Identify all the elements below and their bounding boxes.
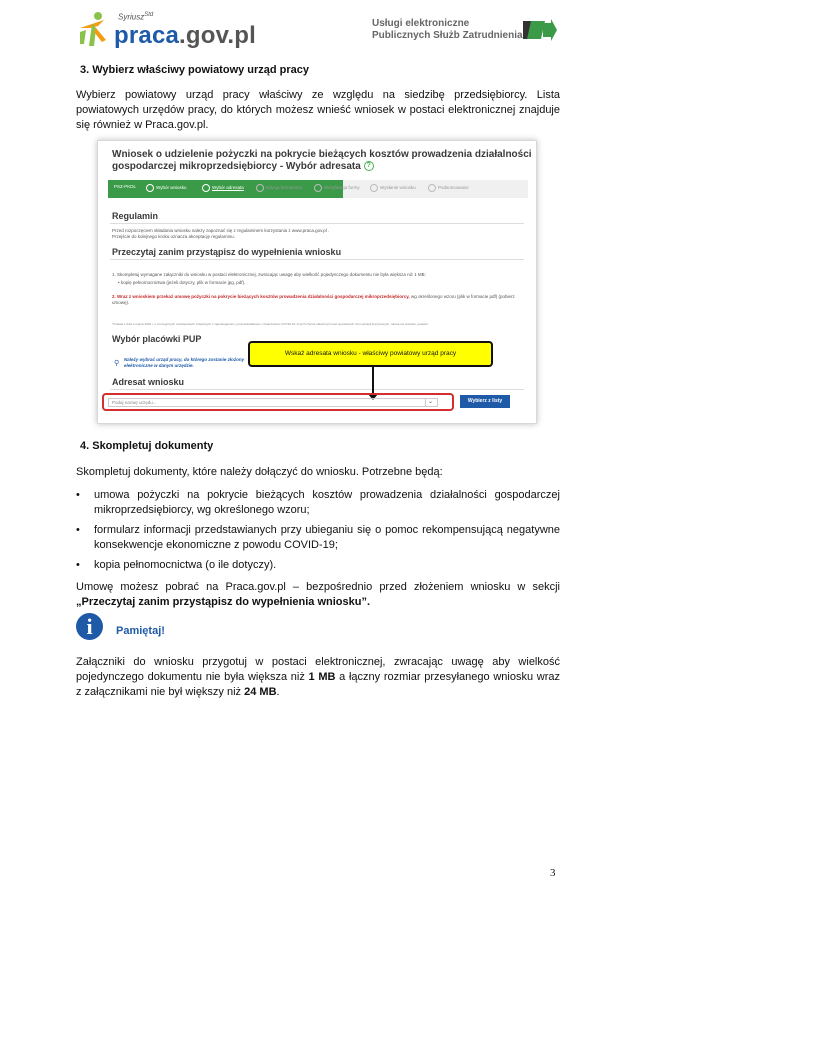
- logo-wordmark: praca.gov.pl: [114, 22, 256, 49]
- section-4-heading: 4. Skompletuj dokumenty: [80, 440, 214, 452]
- przeczytaj-item-2: 2. Wraz z wnioskiem przekaż umowę pożyczki na pokrycie bieżących kosztów prowadzenia działalności gospodarczej mikroprzedsiębiorcy, wg określonego wzoru (plik w formacie pdf) (pobierz umowę).: [112, 294, 515, 305]
- praca-gov-logo: [76, 8, 266, 52]
- footnote: *Ustawa z dnia 2 marca 2020 r. o szczególnych rozwiązaniach związanych z zapobieganiem, przeciwdziałaniem i zwalczaniem COVID-19, innych chorób zakaźnych oraz wywołanych nimi sytuacji kryzysowych, nazwa we wniosku „ustawa".: [112, 322, 430, 326]
- section-3-paragraph: Wybierz powiatowy urząd pracy właściwy ze względu na siedzibę przedsiębiorcy. Lista powiatowych urzędów pracy, do których możesz wnieść wniosek w postaci elektronicznej znajduje się również w Praca.gov.pl.: [76, 89, 560, 131]
- choose-from-list-button[interactable]: Wybierz z listy: [460, 395, 510, 408]
- step-wyslanie: Wysłanie wniosku: [370, 184, 416, 192]
- adresat-heading: Adresat wniosku: [112, 377, 185, 387]
- location-pin-icon: ⚲: [114, 360, 120, 367]
- regulamin-text: Przed rozpoczęciem składania wniosku należy zapoznać się z regulaminem korzystania z www.praca.gov.pl . Przejście do kolejnego kroku oznacza akceptację regulaminu.: [112, 228, 330, 239]
- circle-icon: [370, 184, 378, 192]
- step-psz: PSZ-PKDL: [114, 184, 137, 189]
- circle-icon: [314, 184, 322, 192]
- wizard-steps: [108, 180, 528, 198]
- regulamin-heading: Regulamin: [112, 211, 159, 221]
- przeczytaj-heading: Przeczytaj zanim przystąpisz do wypełnienia wniosku: [112, 247, 342, 257]
- praca-logo-figure-icon: [76, 10, 112, 50]
- remember-text: Załączniki do wniosku przygotuj w postaci elektronicznej, zwracając uwagę aby wielkość pojedynczego dokumentu nie była większa niż 1 MB a łączny rozmiar przesyłanego wniosku wraz z załącznikami nie był większy niż 24 MB.: [76, 656, 560, 698]
- circle-icon: [428, 184, 436, 192]
- step-wybor-wniosku: Wybór wniosku: [146, 184, 186, 192]
- info-icon: i: [76, 613, 103, 640]
- logo-tagline: Syriusz$^{Std}$: [118, 12, 154, 22]
- step-edycja: Edycja formularza: [256, 184, 302, 192]
- step-podsumowanie: Podsumowanie: [428, 184, 469, 192]
- section-3-heading: 3. Wybierz właściwy powiatowy urząd pracy: [80, 64, 310, 76]
- highlight-frame: [102, 393, 454, 411]
- service-title: Usługi elektroniczne Publicznych Służb Zatrudnienia: [372, 18, 523, 41]
- step-weryfikacja: Weryfikacja formy: [314, 184, 360, 192]
- callout-annotation: Wskaż adresata wniosku - właściwy powiatowy urząd pracy: [248, 341, 493, 367]
- office-select[interactable]: Podaj nazwę urzędu... ⌄: [108, 398, 438, 407]
- check-icon: [146, 184, 154, 192]
- chevron-down-icon[interactable]: ⌄: [425, 399, 435, 406]
- pup-heading: Wybór placówki PUP: [112, 334, 202, 344]
- circle-icon: [256, 184, 264, 192]
- page-number: 3: [550, 867, 556, 879]
- section-4-intro: Skompletuj dokumenty, które należy dołączyć do wniosku. Potrzebne będą:: [76, 466, 443, 478]
- remember-label: Pamiętaj!: [116, 625, 165, 637]
- form-screenshot: [97, 140, 537, 424]
- help-icon[interactable]: ?: [364, 161, 374, 171]
- circle-icon: [202, 184, 210, 192]
- step-wybor-adresata: Wybór adresata: [202, 184, 244, 192]
- page-header: [76, 8, 556, 52]
- przeczytaj-item-1: 1. Skompletuj wymagane załączniki do wniosku w postaci elektronicznej, zwracając uwagę aby wielkość pojedynczego dokumentu nie była większa niż 1 MB: • kopię pełnomocnictwa (jeżeli dotyczy, plik w formacie jpg, pdf).: [112, 272, 426, 285]
- psz-arrows-icon: [521, 17, 557, 43]
- form-title: Wniosek o udzielenie pożyczki na pokrycie bieżących kosztów prowadzenia działalności gospodarczej mikroprzedsiębiorcy - Wybór adresata ?: [112, 149, 532, 172]
- pup-hint: Należy wybrać urząd pracy, do którego zostanie złożony elektroniczne w danym urzędzie.: [124, 357, 245, 368]
- download-info: Umowę możesz pobrać na Praca.gov.pl – bezpośrednio przed złożeniem wniosku w sekcji „Przeczytaj zanim przystąpisz do wypełnienia wniosku”.: [76, 581, 560, 608]
